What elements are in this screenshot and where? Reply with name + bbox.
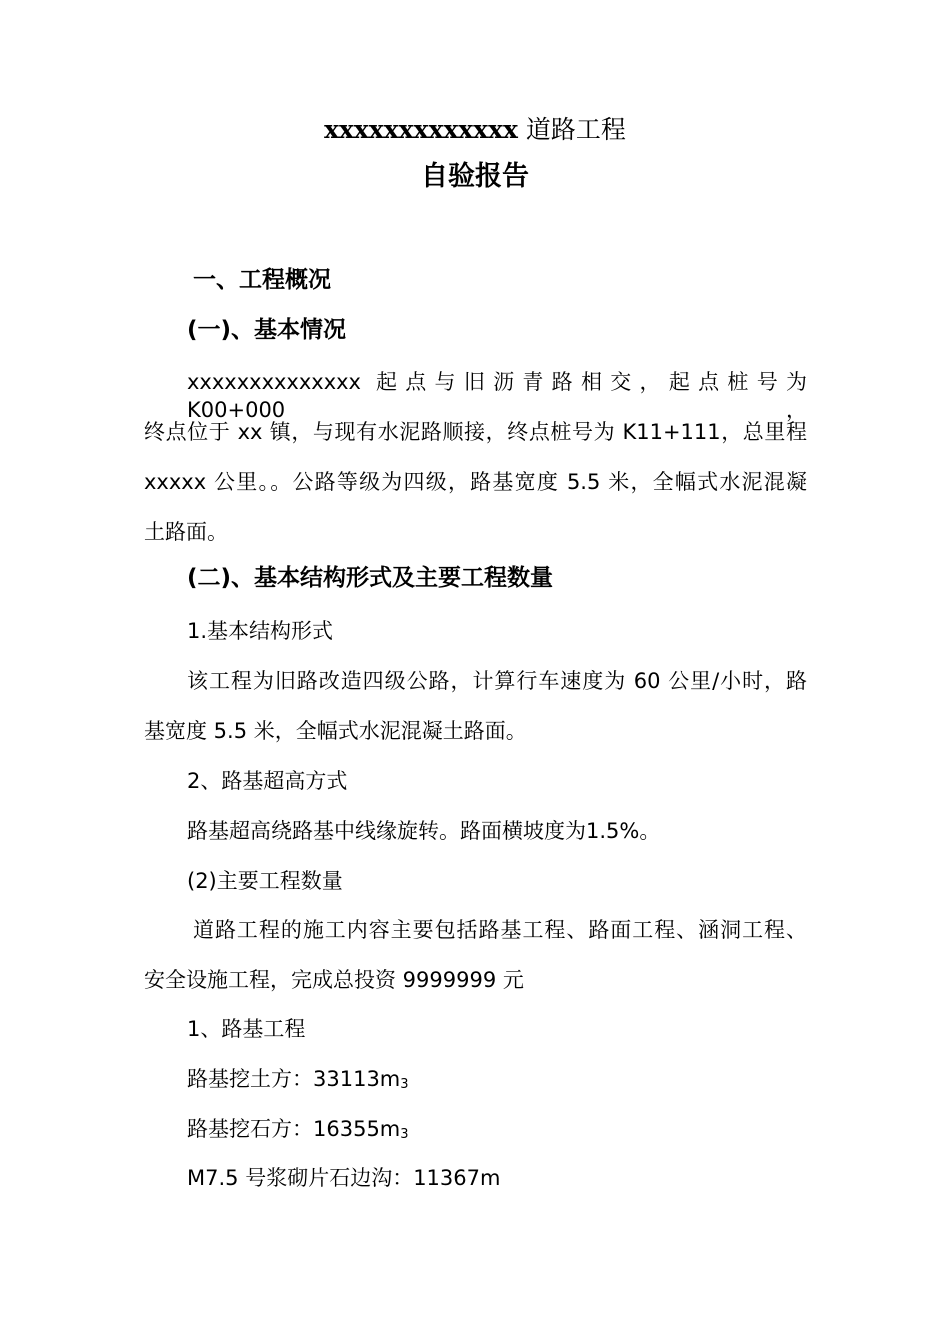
paragraph-line: 安全设施工程，完成总投资 9999999 元 <box>144 968 524 992</box>
item-title-superelevation: 2、路基超高方式 <box>187 769 348 793</box>
item-title-subgrade: 1、路基工程 <box>187 1017 306 1041</box>
paragraph-line: xxxxxxxxxxxxxx 起点与旧沥青路相交，起点桩号为 K00+000， <box>187 370 807 422</box>
paragraph-line: 土路面。 <box>144 520 228 544</box>
item-title-quantities: (2)主要工程数量 <box>187 869 343 893</box>
paragraph-line: 该工程为旧路改造四级公路，计算行车速度为 60 公里/小时，路 <box>187 669 807 693</box>
paragraph-line: 基宽度 5.5 米，全幅式水泥混凝土路面。 <box>144 719 527 743</box>
title-project-name: xxxxxxxxxxxxx <box>324 115 518 144</box>
subgrade-stone-excavation <box>187 1115 409 1149</box>
document-title <box>0 114 950 146</box>
paragraph-line: 道路工程的施工内容主要包括路基工程、路面工程、涵洞工程、 <box>193 918 807 942</box>
item-text-superelevation: 路基超高绕路基中线缘旋转。路面横坡度为1.5%。 <box>187 819 661 843</box>
earth-excavation-label: 路基挖土方：33113m <box>187 1067 401 1091</box>
section-heading-overview: 一、工程概况 <box>193 267 331 293</box>
stone-excavation-label: 路基挖石方：16355m <box>187 1117 401 1141</box>
title-suffix: 道路工程 <box>525 115 626 144</box>
unit-subscript: 3 <box>400 1077 409 1092</box>
section-heading-structure: (二)、基本结构形式及主要工程数量 <box>187 565 554 591</box>
paragraph-line: xxxxx 公里。。公路等级为四级，路基宽度 5.5 米，全幅式水泥混凝 <box>144 470 807 494</box>
document-subtitle: 自验报告 <box>421 161 529 192</box>
unit-subscript: 3 <box>400 1127 409 1142</box>
paragraph-line: 终点位于 xx 镇，与现有水泥路顺接，终点桩号为 K11+111，总里程 <box>144 420 807 444</box>
side-ditch-length: M7.5 号浆砌片石边沟：11367m <box>187 1166 501 1190</box>
item-title-structure-form: 1.基本结构形式 <box>187 619 334 643</box>
subgrade-earth-excavation <box>187 1065 409 1099</box>
section-heading-basic-info: (一)、基本情况 <box>187 317 347 343</box>
